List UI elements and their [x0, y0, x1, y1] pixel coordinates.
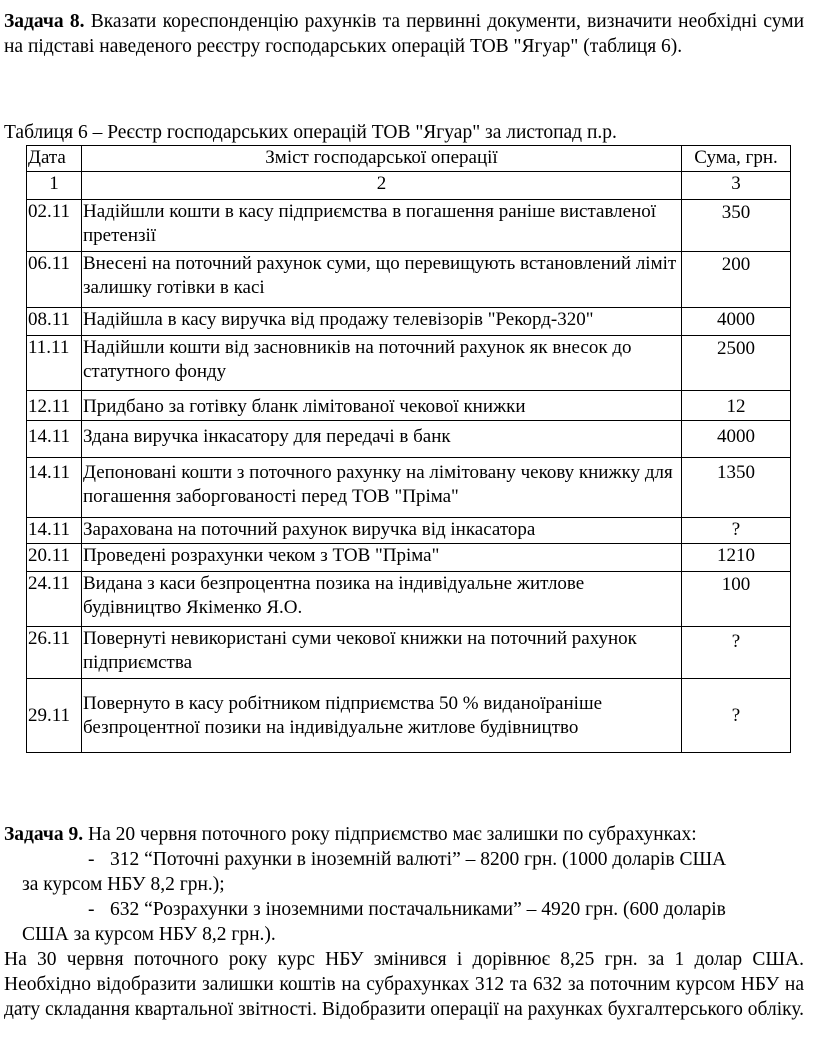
table-row [27, 200, 791, 252]
list-item [4, 847, 804, 897]
row-date: 14.11 [27, 421, 82, 458]
row-description: Повернуто в касу робітником підприємства 50 % виданоїраніше безпроцентної позики на індивідуальне житлове будівництво [82, 679, 682, 753]
row-date: 14.11 [27, 518, 82, 544]
row-date: 11.11 [27, 336, 82, 391]
row-description: Придбано за готівку бланк лімітованої чекової книжки [82, 391, 682, 421]
task-9-label: Задача 9. [4, 824, 84, 845]
row-amount: 4000 [682, 421, 791, 458]
row-date: 20.11 [27, 544, 82, 572]
row-amount: 1350 [682, 458, 791, 518]
table-row [27, 679, 791, 753]
row-date: 26.11 [27, 627, 82, 679]
row-amount: 100 [682, 572, 791, 627]
table-row [27, 518, 791, 544]
table-row [27, 627, 791, 679]
row-description: Надійшла в касу виручка від продажу телевізорів "Рекорд-320" [82, 308, 682, 336]
header-amount: Сума, грн. [682, 146, 791, 172]
row-description: Депоновані кошти з поточного рахунку на лімітовану чекову книжку для погашення заборгованості перед ТОВ "Пріма" [82, 458, 682, 518]
column-number: 1 [27, 172, 82, 200]
row-date: 02.11 [27, 200, 82, 252]
column-numbers-row [27, 172, 791, 200]
task-9-final-paragraph: На 30 червня поточного року курс НБУ змінився і дорівнює 8,25 грн. за 1 долар США. Необхідно відобразити залишки коштів на субрахунках 312 та 632 за поточним курсом НБУ на дату складання квартальної звітності. Відобразити операції на рахунках бухгалтерського обліку. [4, 949, 804, 1020]
row-date: 08.11 [27, 308, 82, 336]
task-8-paragraph [4, 10, 804, 59]
table-row [27, 572, 791, 627]
task-8-label: Задача 8. [4, 11, 85, 32]
task-9-intro: На 20 червня поточного року підприємство має залишки по субрахунках: [88, 824, 697, 845]
table-6-caption: Таблиця 6 – Реєстр господарських операцій ТОВ "Ягуар" за листопад п.р. [4, 122, 617, 143]
table-row [27, 252, 791, 308]
list-item-text: 312 “Поточні рахунки в іноземній валюті” – 8200 грн. (1000 доларів США [110, 849, 727, 870]
task-8-text: Вказати кореспонденцію рахунків та первинні документи, визначити необхідні суми на підставі наведеного реєстру господарських операцій ТОВ "Ягуар" (таблиця 6). [4, 11, 805, 57]
list-dash: - [88, 899, 95, 920]
list-item [4, 897, 804, 947]
table-row [27, 391, 791, 421]
table-header-row [27, 146, 791, 172]
table-row [27, 336, 791, 391]
row-amount: 1210 [682, 544, 791, 572]
row-amount: ? [682, 679, 791, 753]
task-9-section [4, 822, 804, 1022]
column-number: 3 [682, 172, 791, 200]
row-amount: ? [682, 627, 791, 679]
table-row [27, 421, 791, 458]
row-description: Внесені на поточний рахунок суми, що перевищують встановлений ліміт залишку готівки в касі [82, 252, 682, 308]
column-number: 2 [82, 172, 682, 200]
row-description: Видана з каси безпроцентна позика на індивідуальне житлове будівництво Якіменко Я.О. [82, 572, 682, 627]
list-item-continuation: за курсом НБУ 8,2 грн.); [22, 874, 225, 895]
list-dash: - [88, 849, 95, 870]
task-9-intro-paragraph [4, 822, 804, 847]
row-amount: 350 [682, 200, 791, 252]
row-description: Повернуті невикористані суми чекової книжки на поточний рахунок підприємства [82, 627, 682, 679]
row-description: Надійшли кошти в касу підприємства в погашення раніше виставленої претензії [82, 200, 682, 252]
row-amount: 4000 [682, 308, 791, 336]
row-date: 24.11 [27, 572, 82, 627]
row-date: 12.11 [27, 391, 82, 421]
row-description: Зарахована на поточний рахунок виручка від інкасатора [82, 518, 682, 544]
header-date: Дата [27, 146, 82, 172]
header-description: Зміст господарської операції [82, 146, 682, 172]
row-amount: ? [682, 518, 791, 544]
row-description: Проведені розрахунки чеком з ТОВ "Пріма" [82, 544, 682, 572]
row-date: 06.11 [27, 252, 82, 308]
table-row [27, 308, 791, 336]
list-item-text: 632 “Розрахунки з іноземними постачальниками” – 4920 грн. (600 доларів [110, 899, 726, 920]
row-amount: 12 [682, 391, 791, 421]
list-item-continuation: США за курсом НБУ 8,2 грн.). [22, 924, 276, 945]
operations-register-table [26, 145, 791, 753]
table-row [27, 544, 791, 572]
table-row [27, 458, 791, 518]
row-date: 14.11 [27, 458, 82, 518]
row-amount: 2500 [682, 336, 791, 391]
row-description: Надійшли кошти від засновників на поточний рахунок як внесок до статутного фонду [82, 336, 682, 391]
row-description: Здана виручка інкасатору для передачі в банк [82, 421, 682, 458]
row-date: 29.11 [27, 679, 82, 753]
row-amount: 200 [682, 252, 791, 308]
